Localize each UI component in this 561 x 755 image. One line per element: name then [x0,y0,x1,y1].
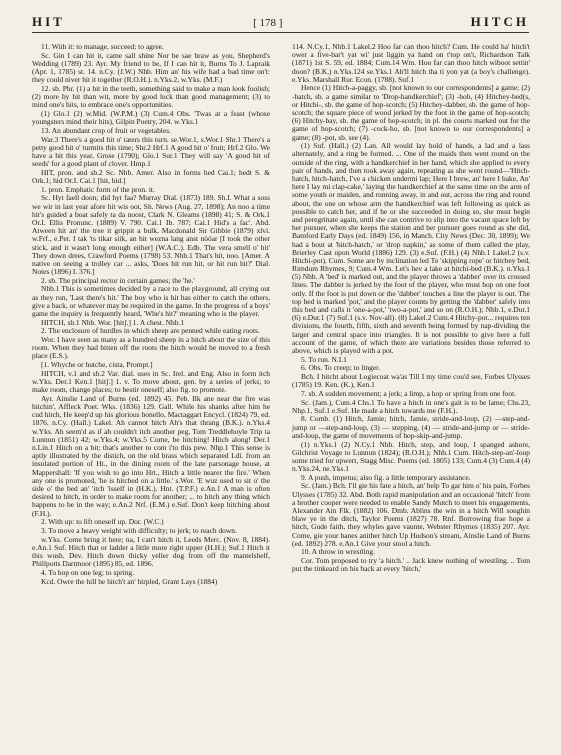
entry-paragraph: HITCH, v.1 and sb.2 Var. dial. uses in Sc. Irel. and Eng. Also in form itch w.Yks. Der.1 Ken.1 [hitʃ.] 1. v. To move about, gen. by a series of jerks; to make room, change places; to bestir oneself; also fig. to promote. [32,368,270,395]
entry-paragraph: (1) Glo.1 (2) w.Mid. (W.P.M.) (3) Cum.4 Obs. 'Twas at a feast (whose youngsters mind their hits), Gilpin Poetry, 204. w.Yks.1 [32,109,270,127]
entry-paragraph: War.3 There's a good hit o' taters this turn. se.Wor.1, s.Wor.1 Shr.1 There's a petty good hit o' turmits this time; Shr.2 Hrf.1 A good hit o' fruit; Hrf.2 Glo. We have a hit this year, Grose (1790); Glo.1 Sur.1 They will say 'A good hit of seeds' for a good plant of clover. Hmp.1 [32,134,270,169]
entry-paragraph: Ayr. Ainslie Land of Burns (ed. 1892) 45. Peb. Ilk ane near the fire was hitchin', Affleck Poet. Wks. (1836) 129. Gall. While his shanks after him he cud hitch, He keep'd up his glorious bonello, Mactaggart Encycl. (1824) 79, ed. 1876. n.Cy. (Hall.) Lakel. Ah cannot hitch Ah's that thrang (B.K.). n.Yks.4 w.Yks. Ah seem'd as if ah couldn't itch another peg, Tom Treddlehoyle Trip ta Lunnun (1851) 42; w.Yks.4; w.Yks.5 Come, be hitching! Hitch along! Der.1 n.Lin.1 Hitch on a bit; that's another to com i'to this pew. Nhp.1 This sense is aptly illustrated by the distich, on the old brass which separated Ldi. from an insulated portion of Ht., in the dining room of the late parsonage house, at Mappershall: 'If you wish to go into Hrt., Hitch a little nearer the fire.' When any one is promoted, 'he is hitched on a little.' s.Wor. 'E wuz used to sit o' the side o' the bed an' 'itch 'isself in (H.K.). Hnt. (T.P.F.) e.An.1 A man is often desired to hitch, in order to make room for another; ... to hitch any thing which happens to be in the way; e.An.2 Nrf. (E.M.) e.Suf. Don't keep hitching about (F.H.). [32,393,270,518]
entry-paragraph: 5. To run. N.I.1 [301,354,347,364]
entry-paragraph: 6. Obs. To creep; to linger. [301,363,381,373]
entry-paragraph: Kcd. Owre the hill he hitch't an' hirpled, Grant Lays (1884) [41,576,218,586]
entry-paragraph: 8. Comb. (1) Hitch, Jamie; hitch, Jamie, stride-and-loup, (2) —step-and-jump or —step-and-loup, (3) — stepping, (4) — stride-and-jump or — stride-and-loup, the game of movements of hop-skip-and-jump. [292,414,530,440]
entry-paragraph: 11. With it: to manage, succeed; to agree. [41,43,164,51]
entry-paragraph: 7. sb. A sudden movement; a jerk; a limp, a hop or spring from one foot. [301,388,517,398]
header-left-guideword: HIT [32,14,65,29]
entry-paragraph: Nhb.1 This is sometimes decided by a race to the playground, all crying out as they run, 'Last there's hit.' The boy who is hit has either to catch the others, give a back, or whatever may be required in the game. In the progress of a boys' game the inquiry is frequently heard, 'Whe's hit?' meaning who is the player. [32,284,270,318]
entry-paragraph: HITCH, sb.1 Nhb. Wor. [hitʃ.] 1. A chest. Nhb.1 [41,317,185,327]
entry-paragraph: (1) Suf. (Hall.) (2) Lan. All would lay hold of hands, a lad and a lass alternately, and a ring be formed. ... One of the maids then went round on the outside of the ring, with a handkerchief in her hand, which she applied to every pair of hands, and then took away again, repeating as she went round—'Hitch-hatch, hitch-hatch, I've a chicken undermi lap; Here I brew, an' here I bake, An' here I lay mi clap-cake,' laying the handkerchief at the same time on the arm of some youth or maiden, and running away, in and out, across the ring and round about, the one on whose arm the handkerchief was left following as quick as possible to catch her, and if he or she succeeded in doing so, she must begin and peregrinate again, until she can contrive to slip into the vacant space left by her pursuer, when she keeps the station and her pursuer goes round as she did, Bamford Early Days (ed. 1849) 156, in Manch. City News (Dec. 30, 1899); We had a bout at 'hitch-hatch,' or 'drop napkin,' as some of them called the play, Brierley Cast upon World (1886) 129. (3) e.Suf. (F.H.) (4) Nhb.1 Lakel.2 (s.v. Hitchi-pot). Cum. Some are by inclination led To 'skipping rope' or hitchey bed, Rimdum Rhymes, 9; Cum.4 Wm. Let's hev a lake at hitchi-bed (B.K.). n.Yks.1 (5) Nhb. A 'bed' is marked out, and the player throws a 'dabber' over its crossed lines. The dabber is jerked by the foot of the player, who must hop on one foot only. If the foot is put down or the 'dabber' touches a line the player is out. The top bed is marked 'pot,' and the player counts by getting the 'dabber' safely into this bed and calls it 'one-a-pot,' 'two-a-pot,' and so on (R.O.H.); Nhb.1, e.Dur.1 (6) e.Dur.1 (7) Suf.1 (s.v. Nov-all). (8) Lakel.2 Cum.4 Hitchy-pot... requires ten divisions, the fourth, fifth, sixth and seventh being formed by nap-dividing the larger and central space into triangles. It is not possible to give here a full account of the game, of which there are variations besides those referred to above, which is played with a pot. [292,141,530,355]
entry-paragraph: Sc. (Jam.) Bch. I'll gie his fate a hitch, an' help To gar him o' his pain, Forbes Ulysses (1785) 32. Abd. Both rapid manipulation and an occasional 'hitch' from a brother cooper were needed to enable Sandy Mutch to meet his engagements, Alexander Ain Flk. (1882) 106. Dmb. Ablins the win in a hitch Will soughin blaw ye in the ditch, Taylor Poems (1827) 78. Rnf. Borrowing frae hope a hitch, Gude faith, they whyles gave vaunte, Webster Rhymes (1835) 207. Ayr. Come, gie your banes anither hitch Up Hudson's stream, Ainslie Land of Burns (ed. 1892) 278. e.An.1 Give your stool a hitch. [292,481,530,548]
entry-paragraph: Wor. I have seen as many as a hundred sheep in a hitch about the size of this room. When they had bitten off the roots the hitch would be moved to a fresh place (E.S.). [32,335,270,361]
entry-paragraph: 2. The enclosure of hurdles in which sheep are penned while eating roots. [41,326,260,336]
entry-paragraph: 2. sb. The principal rector in certain games; the 'he.' [41,275,195,285]
entry-paragraph: 2. With up: to lift oneself up. Dor. (W.C.) [41,517,164,527]
right-text-column [292,43,530,745]
header-right-guideword: HITCH [470,14,529,29]
page-number: [ 178 ] [253,17,283,29]
entry-paragraph: 12. sb. Phr. (1) a hit in the teeth, something said to make a man look foolish; (2) more by hit than wit, more by good luck than good management; (3) to mind one's hits, to embrace one's opportunities. [32,83,270,110]
entry-paragraph: Cor. Tom proposed to try 'a hitch.' .. Jack knew nothing of wrestling. .. Tom put the tinkeard on his back at every 'hitch,' [292,556,530,574]
entry-paragraph: [1. Whyche or hutche, cista, Prompt.] [41,360,153,370]
entry-paragraph: 4. To hop on one leg; to spring. [41,567,134,577]
entry-paragraph: Hence (1) Hitch-a-paggy, sb. [not known to our correspondents] a game; (2) -hatch, sb. a game similar to 'Drop-handkerchief'; (3) -hob, (4) Hitchey-bed(s, or Hitchi-, sb. the game of hop-scotch; (5) Hitchey-dabber, sb. the game of hop-scotch; the square piece of wood jerked by the foot in the game of hop-scotch; (6) Hitchy-bay, sb. the game of hop-scotch; in pl. the courts marked out for the game of hop-scotch; (7) -cock-ho, sb. [not known to our correspondents] a game; (8) -pot, sb. see (4). [292,83,530,142]
entry-paragraph: 1. pron. Emphatic form of the pron. it. [41,184,155,194]
entry-paragraph: (1) n.Yks.1 (2) N.Cy.1 Nhb. Hitch, step, and loup, I spanged ashore, Gilchrist Voyage to Lunnun (1824); (R.O.H.); Nhb.1 Cum. Hitch-step-an'-loup some tried for upwert, Stagg Misc. Poems (ed. 1805) 133; Cum.4 (3) Cum.4 (4) n.Yks.24, ne.Yks.1 [292,439,530,474]
running-header [32,14,529,33]
entry-paragraph: 3. To move a heavy weight with difficulty; to jerk; to reach down. [41,525,237,535]
entry-paragraph: 114. N.Cy.1, Nhb.1 Lakel.2 Hoo far can thoo hitch? Cum. He could ha' hitch't ower a five-bar't yat wi' just liggin ya hand on t'top on't, Richardson Talk (1871) 1st S. 59, ed. 1884; Cum.14 Wm. Hoo far can thoo hitch wiboot settin' doon? (B.K.) n.Yks.124 se.Yks.1 Ah'll hitch tha ti yon yat (a boy's challenge). e.Yks. Marshall Rur. Econ. (1788). Suf.1 [292,43,530,84]
entry-paragraph: Sc. (Jam.), Cum.4 Chs.1 To have a hitch in one's gait is to be lame; Chs.23, Nhp.1, Suf.1 e.Suf. He made a hitch towards me (F.H.). [292,397,530,415]
entry-paragraph: HIT, pron. and sb.2 Sc. Nhb. Amer. Also in forms hed Cai.1; hedt S. & Ork.1; hid Or.I. Cai.1 [hit, hid.] [32,167,270,185]
entry-paragraph: 13. An abundant crop of fruit or vegetables. [41,125,171,135]
entry-paragraph: 9. A push, impetus; also fig. a little temporary assistance. [301,472,471,482]
entry-paragraph: Sc. Gin I can hit it, came sall shine Nor be sae braw as you, Shepherd's Wedding (1789) 23. Ayr. My friend to be, If I can hit it, Burns To J. Lapraik (Apr. 1, 1785) st. 14. n.Cy. (J.W.) Nhb. Him an' his wife had a bad time on't: they could niver hit it together (R.O.H.). n.Yks.2, w.Yks. (M.F.) [32,50,270,85]
entry-paragraph: 10. A throw in wrestling. [301,547,375,557]
left-text-column [32,43,270,745]
entry-paragraph: w.Yks. Come bring it here; na, I can't hitch it, Leeds Merc. (Nov. 8, 1884). e.An.1 Suf. Hitch that or ladder a little more right upper (H.H.); Suf.1 Hitch it this wush. Dev. Hitch down thicky yeller dog from off the mantelshelf, Phillpotts Dartmoor (1895) 85, ed. 1896. [32,534,270,569]
entry-paragraph: Bch. I hitcht about Logiecoat wa'as Till I my time cou'd see, Forbes Ulysses (1785) 19. Ken. (K.), Ken.1 [292,372,530,390]
entry-paragraph: Sc. Hyt faell doon; did hyt faa? Murray Dial. (1873) 189. Sh.I. What a soss we wir in last year afore hit wis oot, Sh. News (Aug. 27, 1898); An noo a time hit's guided a boat safely ta da noost, Clark N. Gleams (1898) 41; S. & Ork.1 Or.I. Ellis Pronunc. (1889) V. 790. Cai.1 Ib. 787; Cai.1 Hid's a fac'. Abd. Atween hit an' the tree it grippit a bulk, Macdonald Sir Gibbie (1879) xlvi. w.Frf., e.Per. I tak 'ts tikar siik, an hit wezna lang anst nööar [I took the other stick, and it wasn't long enough either] (W.A.C.). Edb. The vera smell o' hit' They down drees, Crawford Poems (1798) 53. Nhb.1 That's hit, noo. [Amer. A native on seeing a trolley car ... asks, 'Does hit run hit, or hit run hit?' Dial. Notes (1896) I. 376.] [32,193,270,277]
